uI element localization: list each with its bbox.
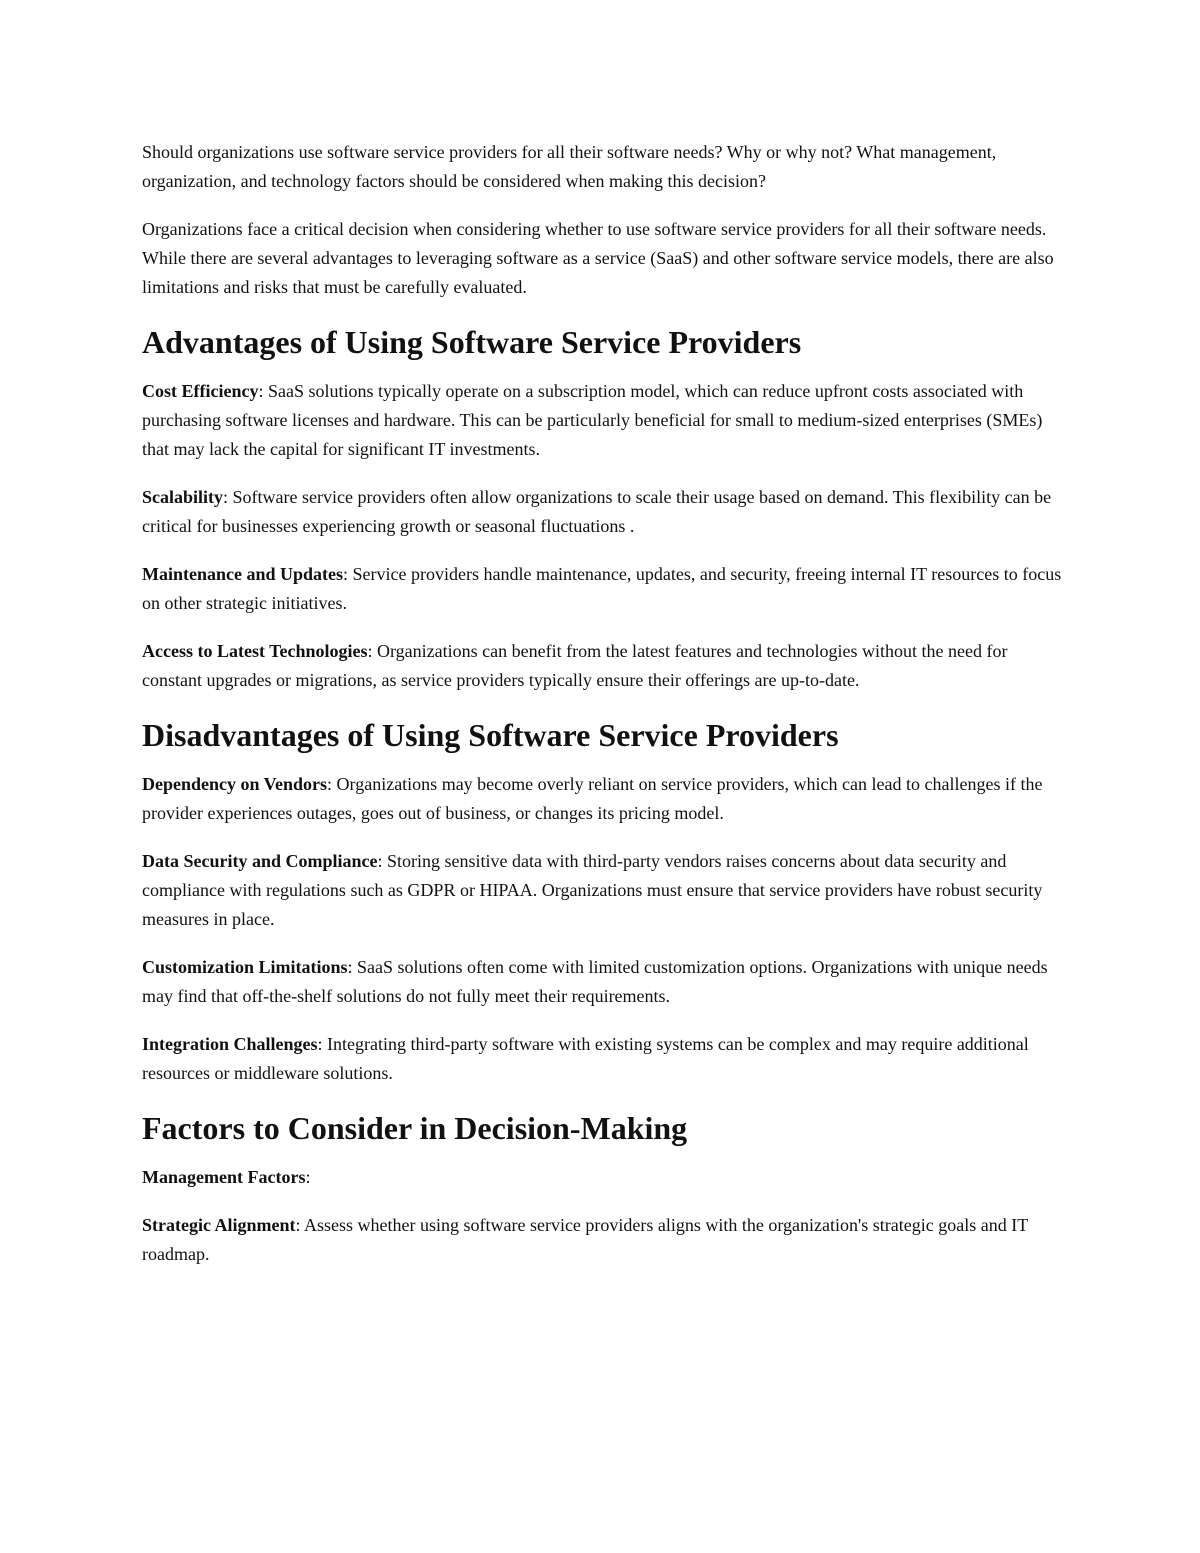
intro-question: Should organizations use software service providers for all their software needs? Why or why not? What management, organization, and technology factors should be considered when making this decision? [142, 142, 997, 191]
disadvantage-item [142, 847, 1062, 934]
management-factors-label [142, 1163, 1062, 1192]
advantage-term: Maintenance and Updates [142, 564, 344, 584]
disadvantage-text: : SaaS solutions often come with limited customization options. Organizations with unique needs may find that off-the-shelf solutions do not fully meet their requirements. [142, 957, 1048, 1006]
disadvantage-item [142, 953, 1062, 1011]
advantage-text: : SaaS solutions typically operate on a subscription model, which can reduce upfront costs associated with purchasing software licenses and hardware. This can be particularly beneficial for small to medium-sized enterprises (SMEs) that may lack the capital for significant IT investments. [142, 381, 1043, 459]
factor-item [142, 1211, 1062, 1269]
intro-overview: Organizations face a critical decision when considering whether to use software service providers for all their software needs. While there are several advantages to leveraging software as a service (SaaS) and other software service models, there are also limitations and risks that must be carefully evaluated. [142, 219, 1054, 297]
disadvantage-term: Customization Limitations [142, 957, 348, 977]
advantage-item [142, 560, 1062, 618]
disadvantage-term: Data Security and Compliance [142, 851, 378, 871]
advantage-text: : Software service providers often allow organizations to scale their usage based on demand. This flexibility can be critical for businesses experiencing growth or seasonal fluctuations . [142, 487, 1052, 536]
disadvantage-item [142, 1030, 1062, 1088]
factor-term: Strategic Alignment [142, 1215, 296, 1235]
advantages-heading: Advantages of Using Software Service Providers [142, 324, 802, 360]
advantage-text: : Service providers handle maintenance, updates, and security, freeing internal IT resources to focus on other strategic initiatives. [142, 564, 1062, 613]
advantage-item [142, 483, 1062, 541]
advantage-item [142, 377, 1062, 464]
management-factors-term: Management Factors [142, 1167, 306, 1187]
document-page [142, 138, 1062, 1288]
management-factors-colon: : [305, 1167, 311, 1187]
disadvantage-item [142, 770, 1062, 828]
advantage-term: Access to Latest Technologies [142, 641, 368, 661]
disadvantage-term: Integration Challenges [142, 1034, 318, 1054]
disadvantage-text: : Integrating third-party software with existing systems can be complex and may require additional resources or middleware solutions. [142, 1034, 1029, 1083]
advantage-term: Cost Efficiency [142, 381, 259, 401]
factors-heading: Factors to Consider in Decision-Making [142, 1110, 688, 1146]
disadvantage-term: Dependency on Vendors [142, 774, 328, 794]
factor-text: : Assess whether using software service providers aligns with the organization's strategic goals and IT roadmap. [142, 1215, 1028, 1264]
advantage-item [142, 637, 1062, 695]
advantage-text: : Organizations can benefit from the latest features and technologies without the need for constant upgrades or migrations, as service providers typically ensure their offerings are up-to-date. [142, 641, 1008, 690]
disadvantages-heading: Disadvantages of Using Software Service Providers [142, 717, 839, 753]
disadvantage-text: : Storing sensitive data with third-party vendors raises concerns about data security and compliance with regulations such as GDPR or HIPAA. Organizations must ensure that service providers have robust security measures in place. [142, 851, 1043, 929]
disadvantage-text: : Organizations may become overly reliant on service providers, which can lead to challenges if the provider experiences outages, goes out of business, or changes its pricing model. [142, 774, 1043, 823]
advantage-term: Scalability [142, 487, 224, 507]
